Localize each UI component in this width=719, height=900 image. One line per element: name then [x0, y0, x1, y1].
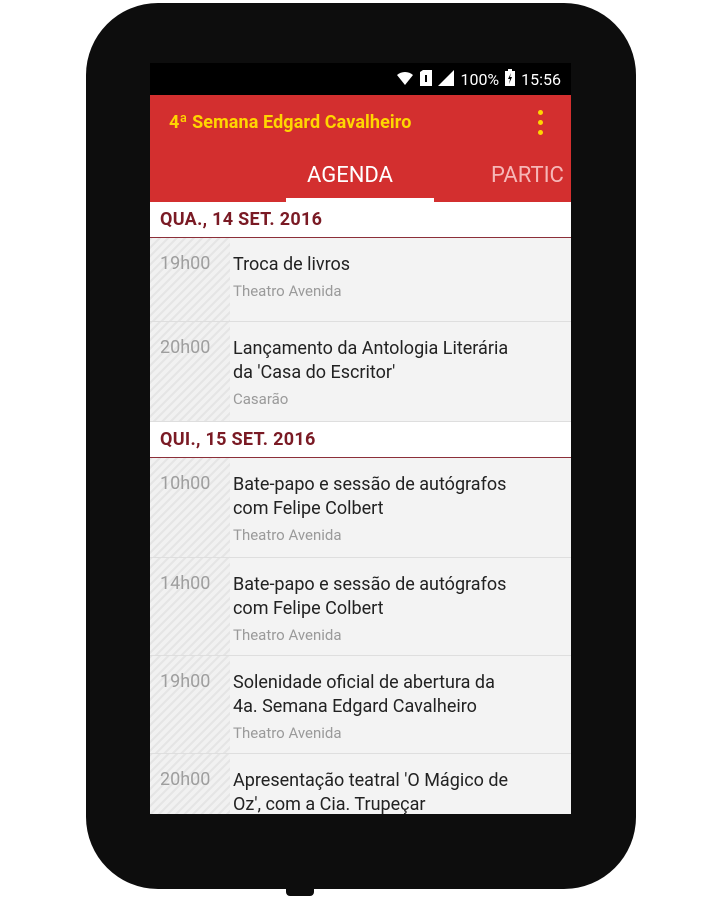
- tab-agenda[interactable]: AGENDA: [307, 163, 393, 188]
- event-item[interactable]: [150, 754, 571, 814]
- event-item[interactable]: [150, 458, 571, 558]
- event-time: 19h00: [160, 253, 211, 274]
- event-item[interactable]: [150, 322, 571, 422]
- battery-icon: [505, 69, 515, 90]
- signal-icon: [438, 70, 454, 90]
- schedule-list[interactable]: [150, 202, 571, 814]
- device-connector: [286, 884, 314, 896]
- event-time: 20h00: [160, 337, 211, 358]
- event-title: da 'Casa do Escritor': [233, 362, 396, 383]
- event-title: com Felipe Colbert: [233, 498, 384, 519]
- tab-bar: [150, 150, 571, 202]
- event-place: Theatro Avenida: [233, 526, 342, 544]
- day-header: QUI., 15 SET. 2016: [150, 422, 571, 458]
- event-time: 14h00: [160, 573, 211, 594]
- event-time: 10h00: [160, 473, 211, 494]
- day-header: QUA., 14 SET. 2016: [150, 202, 571, 238]
- sim-icon: [420, 70, 432, 90]
- event-place: Theatro Avenida: [233, 626, 342, 644]
- tab-participantes[interactable]: PARTIC: [491, 163, 564, 188]
- event-place: Casarão: [233, 390, 289, 408]
- time-column: [150, 238, 230, 321]
- event-item[interactable]: [150, 238, 571, 322]
- app-screen: [150, 63, 571, 814]
- event-title: 4a. Semana Edgard Cavalheiro: [233, 696, 477, 717]
- status-bar: [150, 63, 571, 95]
- event-title: Lançamento da Antologia Literária: [233, 338, 509, 359]
- app-title: 4ª Semana Edgard Cavalheiro: [169, 112, 412, 133]
- event-title: Apresentação teatral 'O Mágico de: [233, 770, 509, 791]
- event-place: Theatro Avenida: [233, 282, 342, 300]
- event-title: Troca de livros: [233, 254, 351, 275]
- battery-percentage: 100%: [460, 70, 500, 89]
- status-clock: 15:56: [521, 70, 561, 89]
- event-title: com Felipe Colbert: [233, 598, 384, 619]
- event-time: 19h00: [160, 671, 211, 692]
- wifi-icon: [396, 70, 414, 90]
- event-item[interactable]: [150, 656, 571, 754]
- event-item[interactable]: [150, 558, 571, 656]
- event-title: Solenidade oficial de abertura da: [233, 672, 495, 693]
- app-bar: [150, 95, 571, 150]
- event-title: Bate-papo e sessão de autógrafos: [233, 574, 507, 595]
- event-title: Oz', com a Cia. Trupeçar: [233, 794, 426, 814]
- overflow-menu-icon[interactable]: [534, 108, 546, 138]
- event-place: Theatro Avenida: [233, 724, 342, 742]
- event-time: 20h00: [160, 769, 211, 790]
- event-title: Bate-papo e sessão de autógrafos: [233, 474, 507, 495]
